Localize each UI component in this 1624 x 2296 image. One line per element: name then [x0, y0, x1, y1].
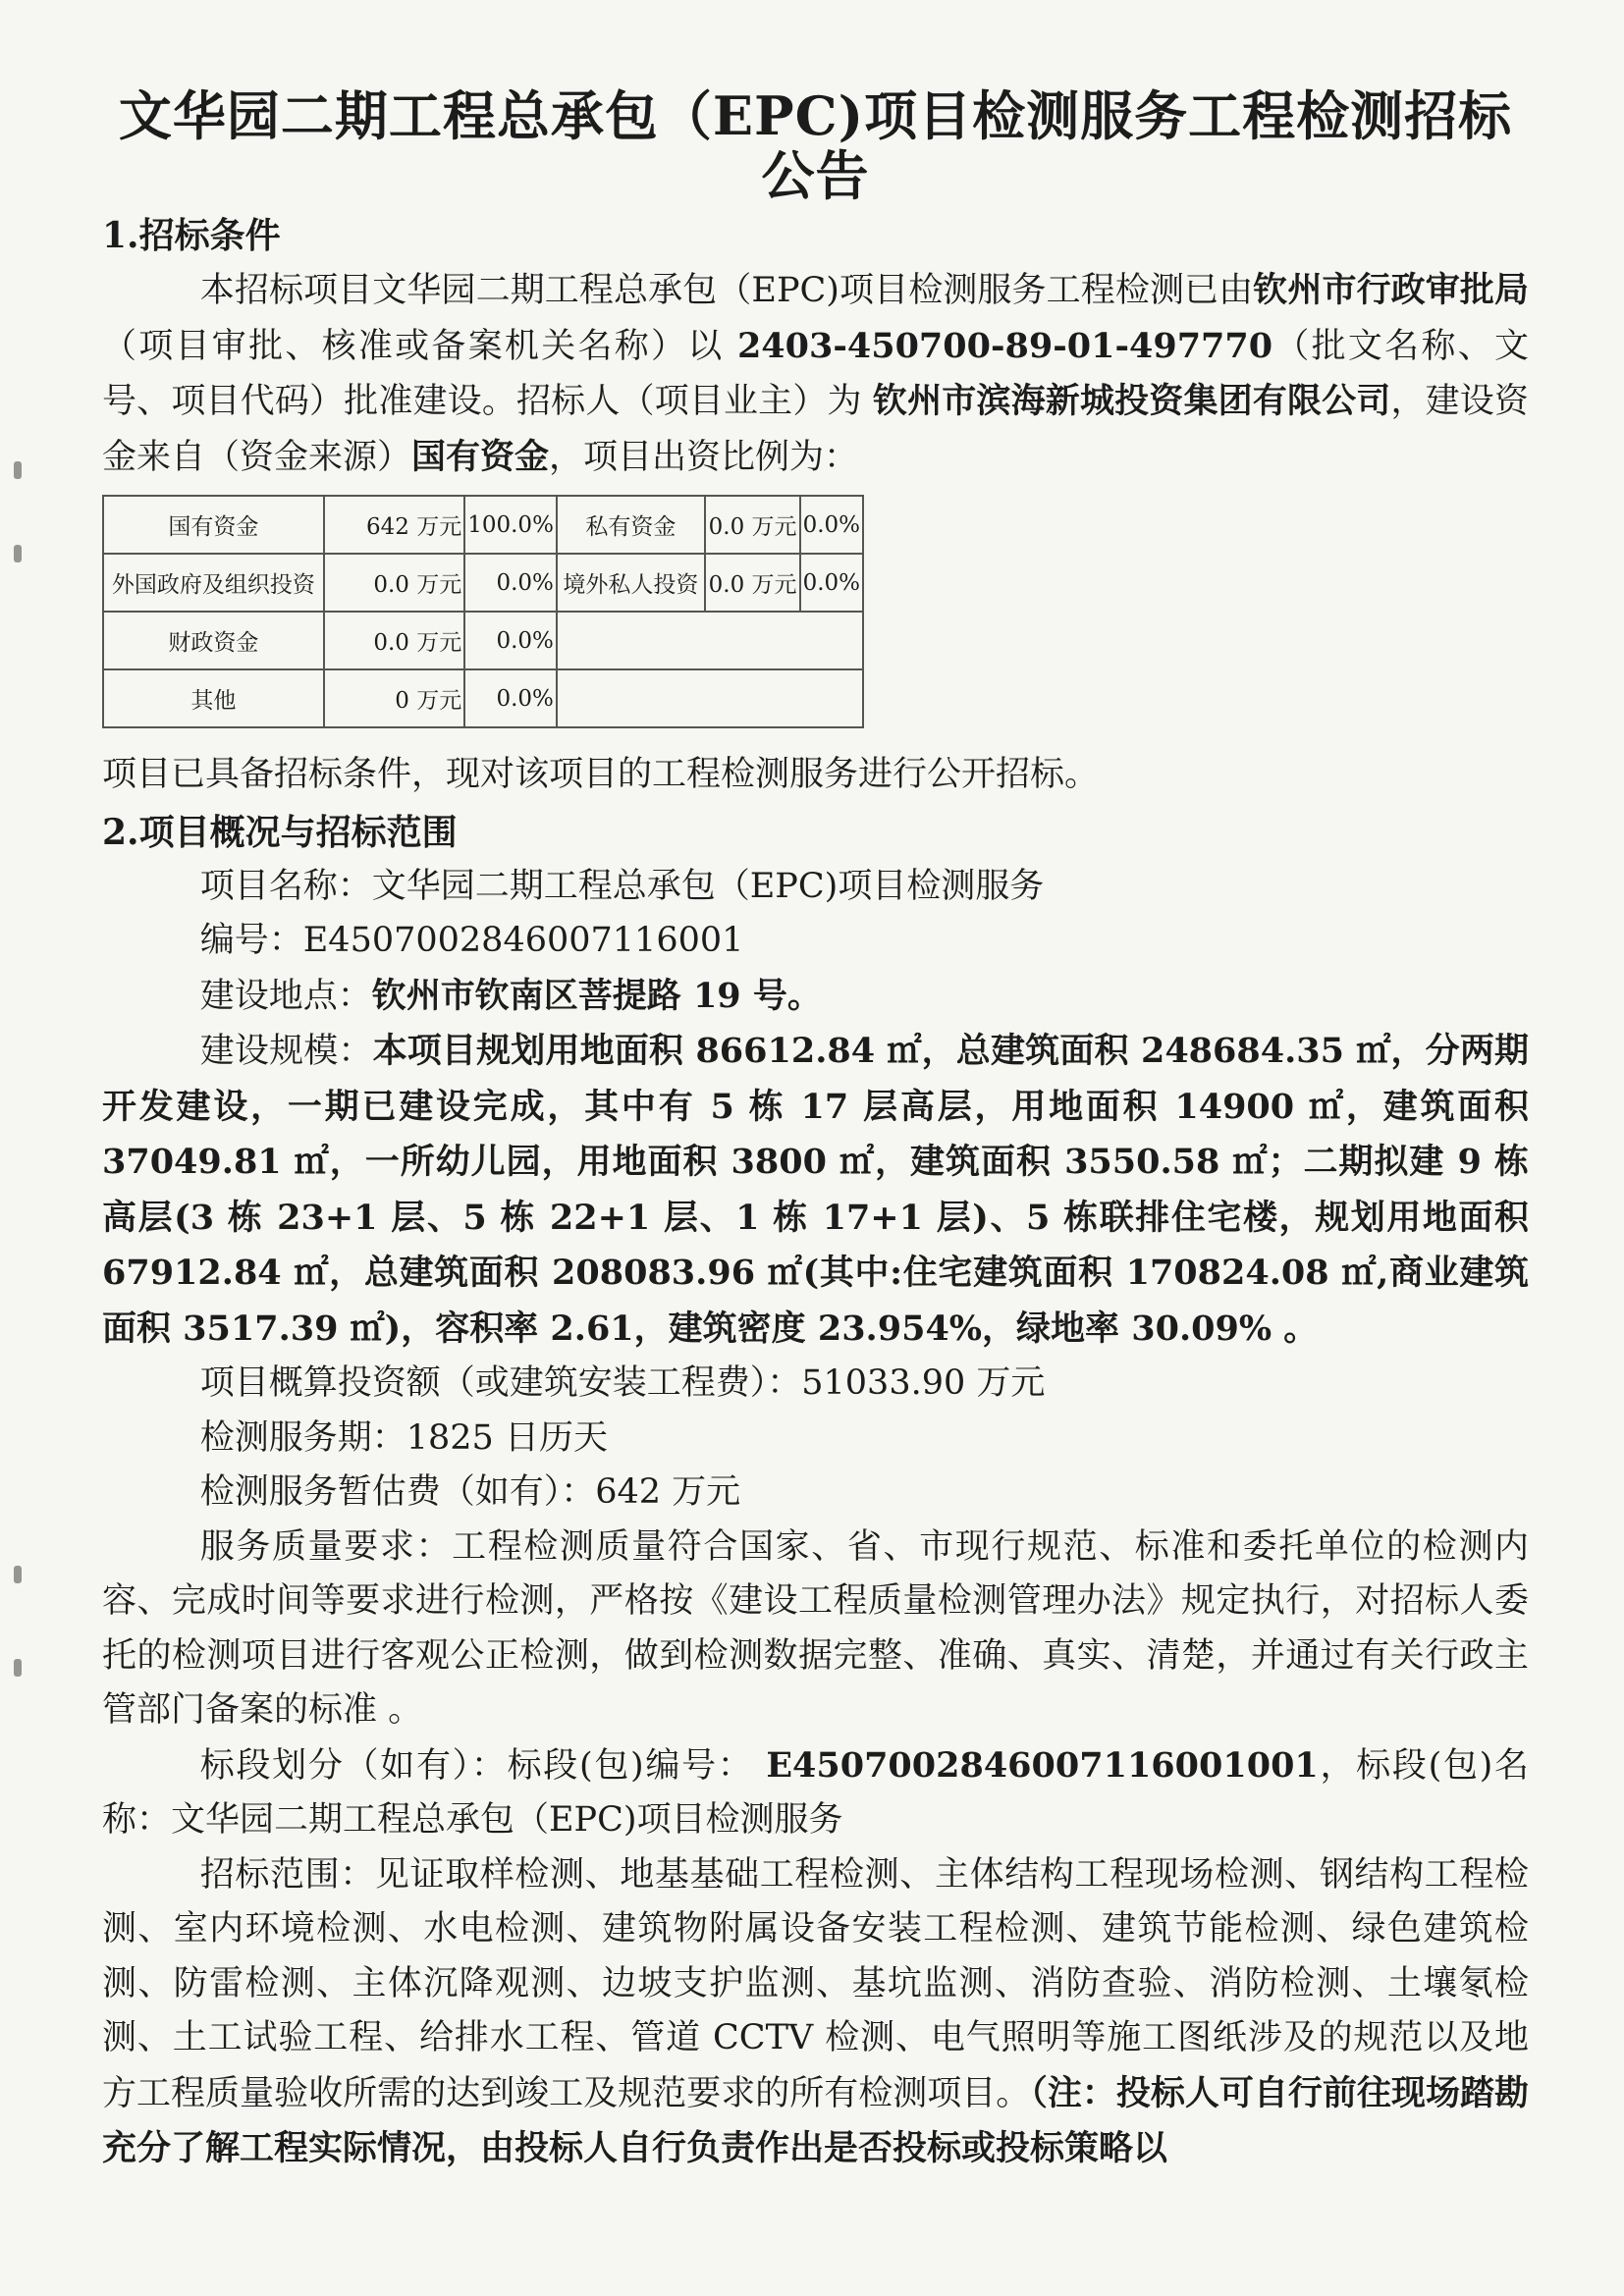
project-code: 2403-450700-89-01-497770 [736, 325, 1273, 366]
tender-scope [102, 1848, 1529, 2177]
funding-table [102, 495, 864, 728]
scope-note: （注：投标人可自行前往现场踏勘充分了解工程实际情况，由投标人自行负责作出是否投标或投标策略以 [102, 2072, 1529, 2168]
tenderer-name: 钦州市滨海新城投资集团有限公司 [872, 381, 1391, 421]
tender-conditions-paragraph [102, 263, 1529, 485]
estimated-fee: 检测服务暂估费（如有）：642 万元 [199, 1472, 741, 1512]
table-cell: 100.0% [464, 496, 557, 554]
table-row [103, 496, 863, 554]
section-heading-1: 1.招标条件 [102, 215, 281, 256]
table-cell: 0.0 万元 [705, 496, 800, 554]
table-cell: 0 万元 [324, 669, 464, 727]
table-cell: 0.0 万元 [324, 554, 464, 612]
construction-scale [102, 1024, 1529, 1357]
table-row [103, 554, 863, 612]
table-cell: 私有资金 [557, 496, 705, 554]
section-heading-2: 2.项目概况与招标范围 [102, 811, 458, 853]
table-cell: 外国政府及组织投资 [103, 554, 324, 612]
text: 招标范围：见证取样检测、地基基础工程检测、主体结构工程现场检测、钢结构工程检测、室内环境检测、水电检测、建筑物附属设备安装工程检测、建筑节能检测、绿色建筑检测、防雷检测、主体沉降观测、边坡支护监测、基坑监测、消防查验、消防检测、土壤氡检测、土工试验工程、给排水工程、管道 CCTV 检测、电气照明等施工图纸涉及的规范以及地方工程质量验收所需的达到竣工及规范要求的所有检测项目。 [102, 1854, 1529, 2113]
table-cell: 境外私人投资 [557, 554, 705, 612]
document-page [102, 86, 1529, 2177]
label: 建设地点： [199, 976, 372, 1016]
scan-mark [14, 1566, 22, 1583]
table-row [103, 612, 863, 669]
table-cell: 0.0 万元 [324, 612, 464, 669]
table-cell: 642 万元 [324, 496, 464, 554]
text: ，标段(包)名称：文华园二期工程总承包（EPC)项目检测服务 [102, 1745, 1530, 1840]
tender-ready-statement: 项目已具备招标条件，现对该项目的工程检测服务进行公开招标。 [102, 755, 1100, 794]
table-cell: 0.0% [464, 554, 557, 612]
scan-mark [14, 461, 22, 479]
project-number: 编号：E4507002846007116001 [199, 921, 744, 960]
text: ，建设资金来自（资金来源） [102, 382, 1529, 477]
project-name: 项目名称：文华园二期工程总承包（EPC)项目检测服务 [199, 866, 1045, 906]
table-cell: 财政资金 [103, 612, 324, 669]
table-cell: 国有资金 [103, 496, 324, 554]
funding-source: 国有资金 [411, 436, 550, 477]
value: 钦州市钦南区菩提路 19 号。 [371, 975, 822, 1016]
service-period: 检测服务期：1825 日历天 [199, 1417, 608, 1458]
text: ，项目出资比例为： [549, 437, 859, 477]
table-cell: 0.0 万元 [705, 554, 800, 612]
investment-amount: 项目概算投资额（或建筑安装工程费）：51033.90 万元 [199, 1363, 1046, 1403]
text: 本招标项目文华园二期工程总承包（EPC)项目检测服务工程检测已由 [199, 271, 1254, 310]
project-location [102, 969, 1529, 1025]
table-cell: 0.0% [800, 554, 863, 612]
lot-code: E4507002846007116001001 [766, 1744, 1319, 1786]
text: （批文名称、文号、项目代码）批准建设。招标人（项目业主）为 [102, 326, 1529, 421]
scan-mark [14, 1659, 22, 1677]
table-cell: 0.0% [464, 612, 557, 669]
approval-authority: 钦州市行政审批局 [1253, 270, 1529, 310]
label: 建设规模： [199, 1032, 373, 1071]
table-cell-empty [557, 669, 863, 727]
table-cell: 0.0% [464, 669, 557, 727]
table-cell: 0.0% [800, 496, 863, 554]
scan-mark [14, 545, 22, 562]
table-cell-empty [557, 612, 863, 669]
page-title: 文华园二期工程总承包（EPC)项目检测服务工程检测招标公告 [118, 84, 1513, 207]
value: 本项目规划用地面积 86612.84 ㎡，总建筑面积 248684.35 ㎡，分两期开发建设，一期已建设完成，其中有 5 栋 17 层高层，用地面积 14900 ㎡，建筑面积 37049.81 ㎡，一所幼儿园，用地面积 3800 ㎡，建筑面积 3550.58 ㎡；二期拟建 9 栋高层(3 栋 23+1 层、5 栋 22+1 层、1 栋 17+1 层)、5 栋联排住宅楼，规划用地面积 67912.84 ㎡，总建筑面积 208083.96 ㎡(其中:住宅建筑面积 170824.08 ㎡,商业建筑面积 3517.39 ㎡)，容积率 2.61，建筑密度 23.954%，绿地率 30.09% 。 [102, 1031, 1529, 1349]
table-cell: 其他 [103, 669, 324, 727]
lot-division [102, 1738, 1529, 1848]
table-row [103, 669, 863, 727]
text: 标段划分（如有）：标段(包)编号： [199, 1745, 767, 1786]
quality-requirements: 服务质量要求：工程检测质量符合国家、省、市现行规范、标准和委托单位的检测内容、完成时间等要求进行检测，严格按《建设工程质量检测管理办法》规定执行，对招标人委托的检测项目进行客观公正检测，做到检测数据完整、准确、真实、清楚，并通过有关行政主管部门备案的标准 。 [102, 1526, 1529, 1730]
text: （项目审批、核准或备案机关名称）以 [102, 326, 737, 366]
